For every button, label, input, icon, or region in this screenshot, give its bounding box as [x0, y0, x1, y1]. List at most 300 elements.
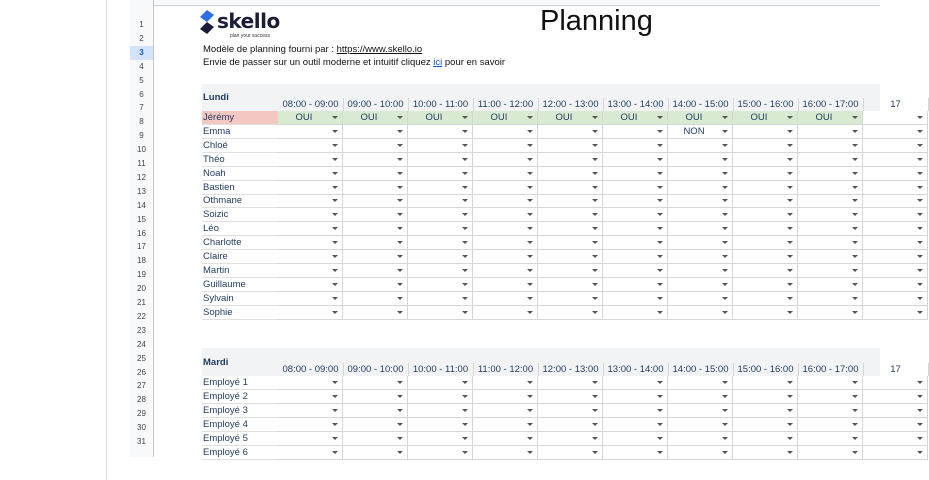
dropdown-caret-icon[interactable] [917, 213, 923, 216]
availability-dropdown[interactable] [538, 167, 603, 181]
availability-dropdown[interactable] [538, 376, 603, 390]
dropdown-caret-icon[interactable] [397, 283, 403, 286]
row-number[interactable]: 27 [137, 381, 146, 391]
availability-dropdown[interactable] [863, 306, 928, 320]
dropdown-caret-icon[interactable] [722, 395, 728, 398]
availability-dropdown[interactable] [863, 292, 928, 306]
dropdown-caret-icon[interactable] [657, 213, 663, 216]
dropdown-caret-icon[interactable] [462, 395, 468, 398]
dropdown-caret-icon[interactable] [332, 172, 338, 175]
availability-dropdown[interactable] [408, 167, 473, 181]
availability-dropdown[interactable] [798, 139, 863, 153]
availability-dropdown[interactable] [343, 306, 408, 320]
dropdown-caret-icon[interactable] [657, 423, 663, 426]
dropdown-caret-icon[interactable] [787, 255, 793, 258]
availability-dropdown[interactable] [473, 194, 538, 208]
row-number[interactable]: 23 [137, 325, 146, 335]
dropdown-caret-icon[interactable] [722, 241, 728, 244]
dropdown-caret-icon[interactable] [787, 381, 793, 384]
availability-dropdown[interactable] [668, 167, 733, 181]
dropdown-caret-icon[interactable] [397, 227, 403, 230]
availability-dropdown[interactable] [668, 222, 733, 236]
availability-dropdown[interactable] [473, 250, 538, 264]
dropdown-caret-icon[interactable] [527, 283, 533, 286]
dropdown-caret-icon[interactable] [852, 227, 858, 230]
dropdown-caret-icon[interactable] [332, 381, 338, 384]
availability-dropdown[interactable] [343, 390, 408, 404]
availability-dropdown[interactable] [473, 222, 538, 236]
dropdown-caret-icon[interactable] [722, 116, 728, 119]
employee-name[interactable]: Employé 4 [202, 418, 278, 432]
dropdown-caret-icon[interactable] [722, 423, 728, 426]
availability-dropdown[interactable] [408, 390, 473, 404]
dropdown-caret-icon[interactable] [592, 395, 598, 398]
availability-dropdown[interactable] [733, 208, 798, 222]
dropdown-caret-icon[interactable] [787, 269, 793, 272]
dropdown-caret-icon[interactable] [917, 269, 923, 272]
dropdown-caret-icon[interactable] [462, 437, 468, 440]
availability-dropdown[interactable] [863, 236, 928, 250]
availability-dropdown[interactable] [798, 376, 863, 390]
availability-dropdown[interactable] [668, 432, 733, 446]
dropdown-caret-icon[interactable] [592, 172, 598, 175]
availability-dropdown[interactable] [668, 306, 733, 320]
row-number[interactable]: 19 [137, 270, 146, 280]
availability-dropdown[interactable] [798, 222, 863, 236]
dropdown-caret-icon[interactable] [592, 241, 598, 244]
availability-dropdown[interactable] [538, 222, 603, 236]
employee-name[interactable]: Noah [202, 167, 278, 181]
dropdown-caret-icon[interactable] [787, 423, 793, 426]
availability-dropdown[interactable] [343, 404, 408, 418]
dropdown-caret-icon[interactable] [397, 144, 403, 147]
dropdown-caret-icon[interactable] [917, 199, 923, 202]
availability-dropdown[interactable] [278, 418, 343, 432]
dropdown-caret-icon[interactable] [592, 437, 598, 440]
dropdown-caret-icon[interactable] [722, 158, 728, 161]
availability-dropdown[interactable] [798, 250, 863, 264]
dropdown-caret-icon[interactable] [917, 172, 923, 175]
dropdown-caret-icon[interactable] [722, 255, 728, 258]
dropdown-caret-icon[interactable] [397, 172, 403, 175]
availability-dropdown[interactable] [473, 236, 538, 250]
row-number[interactable]: 5 [139, 75, 144, 85]
availability-dropdown[interactable] [473, 208, 538, 222]
dropdown-caret-icon[interactable] [917, 395, 923, 398]
availability-dropdown[interactable] [473, 418, 538, 432]
employee-name[interactable]: Léo [202, 222, 278, 236]
dropdown-caret-icon[interactable] [527, 213, 533, 216]
dropdown-caret-icon[interactable] [462, 130, 468, 133]
dropdown-caret-icon[interactable] [332, 227, 338, 230]
row-number[interactable]: 9 [139, 131, 144, 141]
dropdown-caret-icon[interactable] [332, 409, 338, 412]
dropdown-caret-icon[interactable] [852, 116, 858, 119]
dropdown-caret-icon[interactable] [527, 423, 533, 426]
availability-dropdown[interactable] [798, 111, 863, 125]
dropdown-caret-icon[interactable] [462, 158, 468, 161]
dropdown-caret-icon[interactable] [592, 409, 598, 412]
dropdown-caret-icon[interactable] [462, 423, 468, 426]
availability-dropdown[interactable] [473, 432, 538, 446]
availability-dropdown[interactable] [733, 111, 798, 125]
dropdown-caret-icon[interactable] [332, 423, 338, 426]
availability-dropdown[interactable] [538, 446, 603, 460]
employee-name[interactable]: Employé 2 [202, 390, 278, 404]
availability-dropdown[interactable] [798, 306, 863, 320]
availability-dropdown[interactable] [278, 194, 343, 208]
availability-dropdown[interactable] [603, 292, 668, 306]
spreadsheet-grid[interactable] [130, 0, 901, 458]
dropdown-caret-icon[interactable] [527, 199, 533, 202]
dropdown-caret-icon[interactable] [917, 186, 923, 189]
dropdown-caret-icon[interactable] [397, 199, 403, 202]
availability-dropdown[interactable] [408, 181, 473, 195]
dropdown-caret-icon[interactable] [397, 130, 403, 133]
dropdown-caret-icon[interactable] [592, 255, 598, 258]
dropdown-caret-icon[interactable] [852, 158, 858, 161]
availability-dropdown[interactable] [733, 264, 798, 278]
availability-dropdown[interactable] [278, 111, 343, 125]
dropdown-caret-icon[interactable] [332, 213, 338, 216]
availability-dropdown[interactable] [538, 264, 603, 278]
availability-dropdown[interactable] [278, 404, 343, 418]
dropdown-caret-icon[interactable] [332, 255, 338, 258]
dropdown-caret-icon[interactable] [657, 172, 663, 175]
dropdown-caret-icon[interactable] [722, 130, 728, 133]
dropdown-caret-icon[interactable] [787, 297, 793, 300]
availability-dropdown[interactable] [278, 250, 343, 264]
dropdown-caret-icon[interactable] [397, 158, 403, 161]
row-number[interactable]: 25 [137, 353, 146, 363]
availability-dropdown[interactable] [668, 125, 733, 139]
availability-dropdown[interactable] [798, 446, 863, 460]
dropdown-caret-icon[interactable] [462, 186, 468, 189]
availability-dropdown[interactable] [798, 194, 863, 208]
availability-dropdown[interactable] [733, 292, 798, 306]
dropdown-caret-icon[interactable] [852, 144, 858, 147]
availability-dropdown[interactable] [408, 432, 473, 446]
availability-dropdown[interactable] [863, 390, 928, 404]
availability-dropdown[interactable] [863, 181, 928, 195]
availability-dropdown[interactable] [538, 153, 603, 167]
employee-name[interactable]: Emma [202, 125, 278, 139]
availability-dropdown[interactable] [733, 418, 798, 432]
dropdown-caret-icon[interactable] [917, 255, 923, 258]
availability-dropdown[interactable] [603, 306, 668, 320]
dropdown-caret-icon[interactable] [917, 116, 923, 119]
availability-dropdown[interactable] [343, 139, 408, 153]
availability-dropdown[interactable] [863, 250, 928, 264]
availability-dropdown[interactable] [603, 167, 668, 181]
availability-dropdown[interactable] [863, 376, 928, 390]
availability-dropdown[interactable] [603, 236, 668, 250]
dropdown-caret-icon[interactable] [722, 144, 728, 147]
dropdown-caret-icon[interactable] [787, 158, 793, 161]
availability-dropdown[interactable] [473, 153, 538, 167]
availability-dropdown[interactable] [603, 125, 668, 139]
dropdown-caret-icon[interactable] [657, 255, 663, 258]
availability-dropdown[interactable] [473, 306, 538, 320]
dropdown-caret-icon[interactable] [462, 227, 468, 230]
availability-dropdown[interactable] [668, 153, 733, 167]
employee-name[interactable]: Employé 3 [202, 404, 278, 418]
availability-dropdown[interactable] [278, 306, 343, 320]
availability-dropdown[interactable] [603, 153, 668, 167]
row-number[interactable]: 12 [137, 172, 146, 182]
dropdown-caret-icon[interactable] [787, 199, 793, 202]
dropdown-caret-icon[interactable] [917, 241, 923, 244]
availability-dropdown[interactable] [473, 139, 538, 153]
availability-dropdown[interactable] [733, 432, 798, 446]
dropdown-caret-icon[interactable] [722, 283, 728, 286]
availability-dropdown[interactable] [408, 194, 473, 208]
row-number[interactable]: 18 [137, 256, 146, 266]
availability-dropdown[interactable] [798, 404, 863, 418]
dropdown-caret-icon[interactable] [657, 297, 663, 300]
availability-dropdown[interactable] [538, 306, 603, 320]
availability-dropdown[interactable] [278, 376, 343, 390]
dropdown-caret-icon[interactable] [852, 213, 858, 216]
availability-dropdown[interactable] [473, 292, 538, 306]
dropdown-caret-icon[interactable] [657, 311, 663, 314]
dropdown-caret-icon[interactable] [592, 199, 598, 202]
dropdown-caret-icon[interactable] [787, 227, 793, 230]
dropdown-caret-icon[interactable] [852, 409, 858, 412]
availability-dropdown[interactable] [343, 153, 408, 167]
dropdown-caret-icon[interactable] [852, 423, 858, 426]
availability-dropdown[interactable] [538, 208, 603, 222]
row-number[interactable]: 21 [137, 298, 146, 307]
dropdown-caret-icon[interactable] [592, 269, 598, 272]
availability-dropdown[interactable] [408, 250, 473, 264]
dropdown-caret-icon[interactable] [397, 116, 403, 119]
row-number[interactable]: 6 [139, 89, 144, 99]
availability-dropdown[interactable] [863, 264, 928, 278]
availability-dropdown[interactable] [538, 390, 603, 404]
dropdown-caret-icon[interactable] [592, 381, 598, 384]
dropdown-caret-icon[interactable] [917, 311, 923, 314]
availability-dropdown[interactable] [343, 194, 408, 208]
dropdown-caret-icon[interactable] [852, 130, 858, 133]
availability-dropdown[interactable] [473, 125, 538, 139]
dropdown-caret-icon[interactable] [917, 283, 923, 286]
availability-dropdown[interactable] [408, 278, 473, 292]
dropdown-caret-icon[interactable] [787, 241, 793, 244]
row-number[interactable]: 29 [137, 409, 146, 419]
availability-dropdown[interactable] [408, 153, 473, 167]
availability-dropdown[interactable] [603, 376, 668, 390]
availability-dropdown[interactable] [733, 153, 798, 167]
availability-dropdown[interactable] [668, 208, 733, 222]
row-number[interactable]: 3 [130, 46, 153, 60]
availability-dropdown[interactable] [408, 139, 473, 153]
dropdown-caret-icon[interactable] [657, 130, 663, 133]
dropdown-caret-icon[interactable] [852, 381, 858, 384]
dropdown-caret-icon[interactable] [722, 437, 728, 440]
availability-dropdown[interactable] [668, 194, 733, 208]
dropdown-caret-icon[interactable] [332, 269, 338, 272]
availability-dropdown[interactable] [408, 264, 473, 278]
row-number[interactable]: 2 [139, 33, 144, 43]
availability-dropdown[interactable] [278, 278, 343, 292]
availability-dropdown[interactable] [603, 208, 668, 222]
dropdown-caret-icon[interactable] [592, 144, 598, 147]
row-number[interactable]: 22 [137, 311, 146, 321]
availability-dropdown[interactable] [798, 236, 863, 250]
availability-dropdown[interactable] [603, 222, 668, 236]
dropdown-caret-icon[interactable] [657, 437, 663, 440]
row-number[interactable]: 14 [137, 200, 146, 210]
availability-dropdown[interactable] [538, 181, 603, 195]
availability-dropdown[interactable] [408, 236, 473, 250]
availability-dropdown[interactable] [798, 390, 863, 404]
dropdown-caret-icon[interactable] [787, 172, 793, 175]
dropdown-caret-icon[interactable] [852, 199, 858, 202]
availability-dropdown[interactable] [863, 222, 928, 236]
availability-dropdown[interactable] [668, 418, 733, 432]
dropdown-caret-icon[interactable] [787, 144, 793, 147]
availability-dropdown[interactable] [798, 418, 863, 432]
dropdown-caret-icon[interactable] [657, 283, 663, 286]
dropdown-caret-icon[interactable] [332, 241, 338, 244]
employee-name[interactable]: Sylvain [202, 292, 278, 306]
dropdown-caret-icon[interactable] [722, 269, 728, 272]
availability-dropdown[interactable] [278, 153, 343, 167]
dropdown-caret-icon[interactable] [917, 423, 923, 426]
dropdown-caret-icon[interactable] [462, 311, 468, 314]
availability-dropdown[interactable] [408, 376, 473, 390]
row-number[interactable]: 28 [137, 395, 146, 405]
row-number[interactable]: 17 [137, 242, 146, 252]
availability-dropdown[interactable] [473, 264, 538, 278]
availability-dropdown[interactable] [278, 292, 343, 306]
dropdown-caret-icon[interactable] [527, 395, 533, 398]
availability-dropdown[interactable] [278, 222, 343, 236]
dropdown-caret-icon[interactable] [852, 269, 858, 272]
availability-dropdown[interactable] [798, 125, 863, 139]
availability-dropdown[interactable] [798, 278, 863, 292]
employee-name[interactable]: Chloé [202, 139, 278, 153]
dropdown-caret-icon[interactable] [462, 269, 468, 272]
availability-dropdown[interactable] [343, 236, 408, 250]
row-number[interactable]: 13 [137, 186, 146, 196]
availability-dropdown[interactable] [473, 376, 538, 390]
dropdown-caret-icon[interactable] [397, 213, 403, 216]
dropdown-caret-icon[interactable] [917, 437, 923, 440]
dropdown-caret-icon[interactable] [722, 311, 728, 314]
row-number[interactable]: 30 [137, 423, 146, 433]
dropdown-caret-icon[interactable] [787, 409, 793, 412]
availability-dropdown[interactable] [733, 306, 798, 320]
availability-dropdown[interactable] [863, 194, 928, 208]
dropdown-caret-icon[interactable] [397, 409, 403, 412]
availability-dropdown[interactable] [733, 278, 798, 292]
availability-dropdown[interactable] [408, 208, 473, 222]
dropdown-caret-icon[interactable] [527, 116, 533, 119]
dropdown-caret-icon[interactable] [787, 116, 793, 119]
dropdown-caret-icon[interactable] [397, 423, 403, 426]
availability-dropdown[interactable] [408, 306, 473, 320]
availability-dropdown[interactable] [863, 208, 928, 222]
availability-dropdown[interactable] [343, 111, 408, 125]
availability-dropdown[interactable] [343, 167, 408, 181]
employee-name[interactable]: Bastien [202, 181, 278, 195]
ici-link[interactable]: ici [433, 57, 443, 68]
row-number[interactable]: 1 [139, 20, 144, 29]
availability-dropdown[interactable] [343, 446, 408, 460]
availability-dropdown[interactable] [278, 264, 343, 278]
employee-name[interactable]: Théo [202, 153, 278, 167]
availability-dropdown[interactable] [538, 139, 603, 153]
availability-dropdown[interactable] [343, 208, 408, 222]
dropdown-caret-icon[interactable] [657, 451, 663, 454]
availability-dropdown[interactable] [408, 111, 473, 125]
dropdown-caret-icon[interactable] [592, 213, 598, 216]
dropdown-caret-icon[interactable] [657, 199, 663, 202]
row-number[interactable]: 31 [137, 437, 146, 446]
dropdown-caret-icon[interactable] [917, 297, 923, 300]
availability-dropdown[interactable] [603, 194, 668, 208]
dropdown-caret-icon[interactable] [592, 116, 598, 119]
availability-dropdown[interactable] [473, 446, 538, 460]
dropdown-caret-icon[interactable] [462, 144, 468, 147]
availability-dropdown[interactable] [733, 236, 798, 250]
dropdown-caret-icon[interactable] [527, 409, 533, 412]
availability-dropdown[interactable] [278, 390, 343, 404]
availability-dropdown[interactable] [343, 278, 408, 292]
availability-dropdown[interactable] [408, 446, 473, 460]
availability-dropdown[interactable] [603, 278, 668, 292]
availability-dropdown[interactable] [668, 181, 733, 195]
dropdown-caret-icon[interactable] [852, 451, 858, 454]
dropdown-caret-icon[interactable] [527, 311, 533, 314]
availability-dropdown[interactable] [603, 432, 668, 446]
availability-dropdown[interactable] [863, 167, 928, 181]
dropdown-caret-icon[interactable] [527, 451, 533, 454]
dropdown-caret-icon[interactable] [917, 158, 923, 161]
availability-dropdown[interactable] [278, 181, 343, 195]
dropdown-caret-icon[interactable] [657, 409, 663, 412]
dropdown-caret-icon[interactable] [722, 186, 728, 189]
availability-dropdown[interactable] [343, 432, 408, 446]
availability-dropdown[interactable] [473, 111, 538, 125]
availability-dropdown[interactable] [863, 111, 928, 125]
availability-dropdown[interactable] [668, 139, 733, 153]
availability-dropdown[interactable] [603, 264, 668, 278]
dropdown-caret-icon[interactable] [917, 144, 923, 147]
dropdown-caret-icon[interactable] [657, 381, 663, 384]
availability-dropdown[interactable] [733, 404, 798, 418]
dropdown-caret-icon[interactable] [462, 172, 468, 175]
availability-dropdown[interactable] [668, 390, 733, 404]
dropdown-caret-icon[interactable] [787, 130, 793, 133]
availability-dropdown[interactable] [278, 125, 343, 139]
availability-dropdown[interactable] [473, 181, 538, 195]
availability-dropdown[interactable] [733, 250, 798, 264]
availability-dropdown[interactable] [863, 446, 928, 460]
dropdown-caret-icon[interactable] [722, 227, 728, 230]
dropdown-caret-icon[interactable] [852, 297, 858, 300]
dropdown-caret-icon[interactable] [527, 381, 533, 384]
availability-dropdown[interactable] [798, 264, 863, 278]
dropdown-caret-icon[interactable] [722, 451, 728, 454]
availability-dropdown[interactable] [733, 446, 798, 460]
employee-name[interactable]: Guillaume [202, 278, 278, 292]
availability-dropdown[interactable] [863, 404, 928, 418]
dropdown-caret-icon[interactable] [852, 255, 858, 258]
dropdown-caret-icon[interactable] [397, 451, 403, 454]
